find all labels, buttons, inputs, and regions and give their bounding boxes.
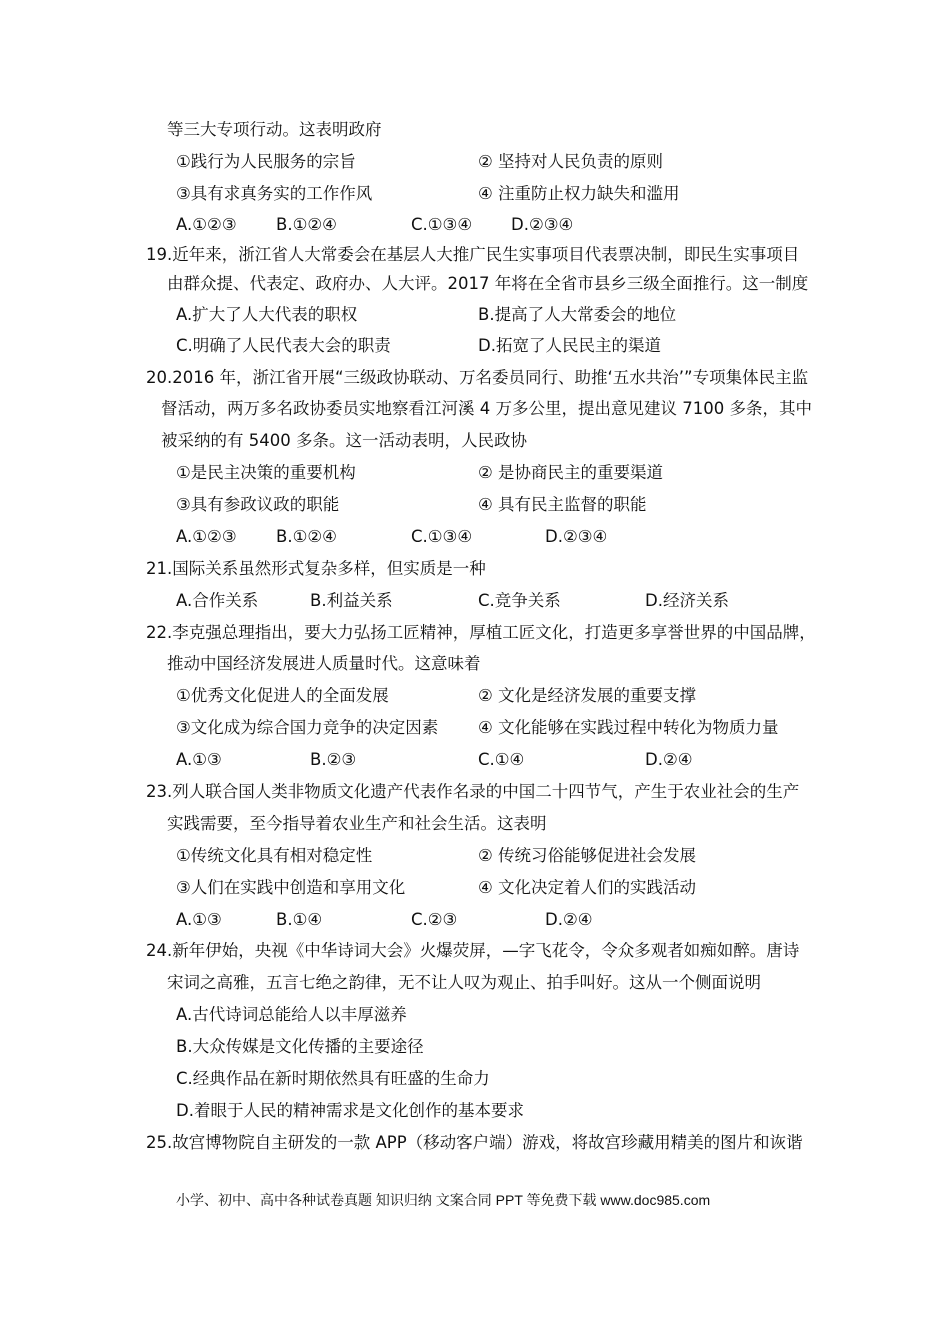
q24-option-b: B.大众传媒是文化传播的主要途径 — [176, 1037, 424, 1056]
q23-stem-line-1: 23.列人联合国人类非物质文化遗产代表作名录的中国二十四节气，产生于农业社会的生产 — [146, 782, 800, 801]
q20-statement-2: ② 是协商民主的重要渠道 — [478, 463, 664, 482]
q23-stem-line-2: 实践需要，至今指导着农业生产和社会生活。这表明 — [167, 814, 547, 833]
q24-stem-line-1: 24.新年伊始，央视《中华诗词大会》火爆荧屏，—字飞花令，令众多观者如痴如醉。唐诗 — [146, 941, 800, 960]
q23-option-c: C.②③ — [411, 910, 458, 929]
q21-option-a: A.合作关系 — [176, 591, 259, 610]
q22-stem-line-2: 推动中国经济发展进人质量时代。这意味着 — [167, 654, 481, 673]
q23-statement-1: ①传统文化具有相对稳定性 — [176, 846, 373, 865]
q24-option-d: D.着眼于人民的精神需求是文化创作的基本要求 — [176, 1101, 524, 1120]
q18-statement-3: ③具有求真务实的工作作风 — [176, 184, 373, 203]
q18-stem: 等三大专项行动。这表明政府 — [167, 120, 382, 139]
q19-option-b: B.提高了人大常委会的地位 — [478, 305, 677, 324]
q21-option-d: D.经济关系 — [645, 591, 729, 610]
q19-stem-line-1: 19.近年来，浙江省人大常委会在基层人大推广民生实事项目代表票决制，即民生实事项目 — [146, 245, 800, 264]
q20-statement-1: ①是民主决策的重要机构 — [176, 463, 356, 482]
q22-option-c: C.①④ — [478, 750, 525, 769]
q22-option-a: A.①③ — [176, 750, 222, 769]
q21-option-c: C.竞争关系 — [478, 591, 561, 610]
q20-option-c: C.①③④ — [411, 527, 473, 546]
q20-statement-4: ④ 具有民主监督的职能 — [478, 495, 647, 514]
q22-statement-1: ①优秀文化促进人的全面发展 — [176, 686, 389, 705]
q23-option-b: B.①④ — [276, 910, 323, 929]
q22-statement-4: ④ 文化能够在实践过程中转化为物质力量 — [478, 718, 779, 737]
q20-stem-line-1: 20.2016 年，浙江省开展“三级政协联动、万名委员同行、助推‘五水共治’”专项集体民主监 — [146, 368, 809, 387]
q18-statement-1: ①践行为人民服务的宗旨 — [176, 152, 356, 171]
q22-statement-2: ② 文化是经济发展的重要支撑 — [478, 686, 697, 705]
q19-stem-line-2: 由群众提、代表定、政府办、人大评。2017 年将在全省市县乡三级全面推行。这一制度 — [167, 274, 809, 293]
q23-option-a: A.①③ — [176, 910, 222, 929]
q21-stem: 21.国际关系虽然形式复杂多样，但实质是一种 — [146, 559, 486, 578]
q24-option-c: C.经典作品在新时期依然具有旺盛的生命力 — [176, 1069, 490, 1088]
q18-statement-4: ④ 注重防止权力缺失和滥用 — [478, 184, 680, 203]
q18-option-d: D.②③④ — [511, 215, 574, 234]
q24-stem-line-2: 宋词之高雅，五言七绝之韵律，无不让人叹为观止、拍手叫好。这从一个侧面说明 — [167, 973, 761, 992]
q20-statement-3: ③具有参政议政的职能 — [176, 495, 340, 514]
q19-option-a: A.扩大了人大代表的职权 — [176, 305, 358, 324]
q20-option-a: A.①②③ — [176, 527, 237, 546]
q21-option-b: B.利益关系 — [310, 591, 393, 610]
q20-stem-line-2: 督活动，两万多名政协委员实地察看江河溪 4 万多公里，提出意见建议 7100 多条，其中 — [161, 399, 812, 418]
q18-statement-2: ② 坚持对人民负责的原则 — [478, 152, 664, 171]
q20-option-d: D.②③④ — [545, 527, 608, 546]
q23-statement-4: ④ 文化决定着人们的实践活动 — [478, 878, 697, 897]
q19-option-d: D.拓宽了人民民主的渠道 — [478, 336, 661, 355]
q25-stem-line-1: 25.故宫博物院自主研发的一款 APP（移动客户端）游戏，将故宫珍藏用精美的图片和诙谐 — [146, 1133, 803, 1152]
q18-option-a: A.①②③ — [176, 215, 237, 234]
q24-option-a: A.古代诗词总能给人以丰厚滋养 — [176, 1005, 407, 1024]
q18-option-c: C.①③④ — [411, 215, 473, 234]
q22-statement-3: ③文化成为综合国力竞争的决定因素 — [176, 718, 439, 737]
q20-option-b: B.①②④ — [276, 527, 337, 546]
q23-statement-2: ② 传统习俗能够促进社会发展 — [478, 846, 697, 865]
q23-option-d: D.②④ — [545, 910, 593, 929]
q20-stem-line-3: 被采纳的有 5400 多条。这一活动表明，人民政协 — [161, 431, 527, 450]
q23-statement-3: ③人们在实践中创造和享用文化 — [176, 878, 406, 897]
q19-option-c: C.明确了人民代表大会的职责 — [176, 336, 391, 355]
page-footer: 小学、初中、高中各种试卷真题 知识归纳 文案合同 PPT 等免费下载 www.doc985.com — [176, 1192, 711, 1208]
q18-option-b: B.①②④ — [276, 215, 337, 234]
q22-option-d: D.②④ — [645, 750, 693, 769]
q22-option-b: B.②③ — [310, 750, 357, 769]
q22-stem-line-1: 22.李克强总理指出，要大力弘扬工匠精神，厚植工匠文化，打造更多享誉世界的中国品牌， — [146, 623, 816, 642]
